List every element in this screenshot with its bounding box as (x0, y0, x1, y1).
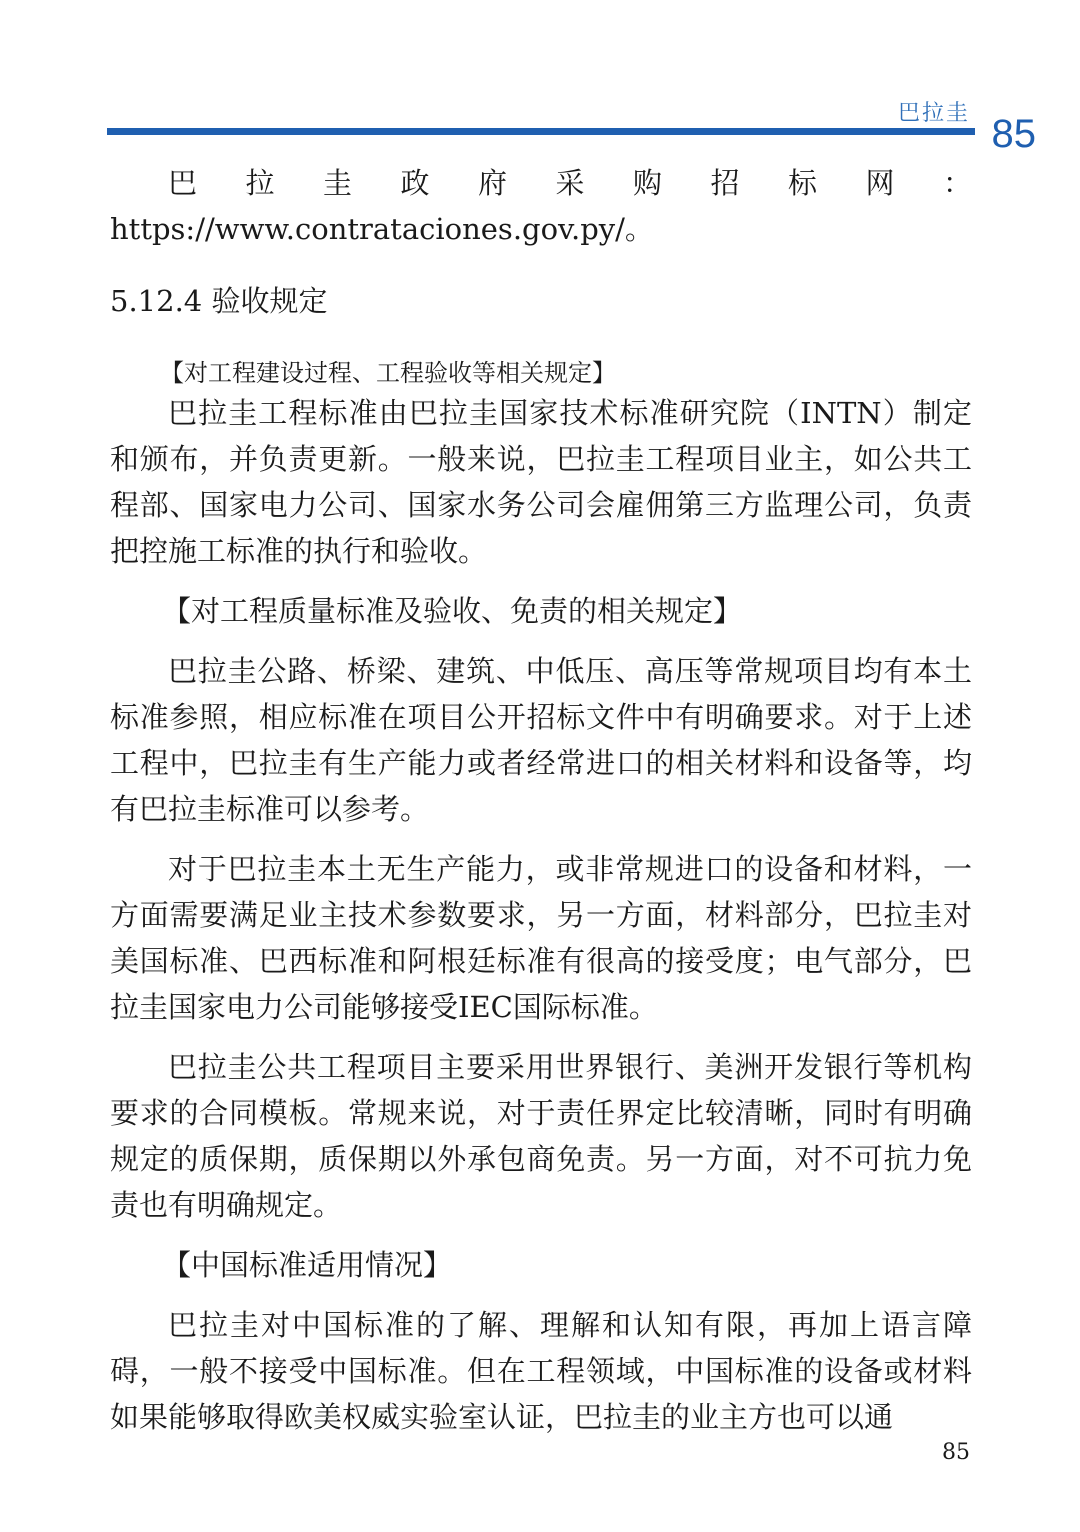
header-rule (107, 128, 975, 135)
paragraph-standards-body: 巴拉圭工程标准由巴拉圭国家技术标准研究院（INTN）制定和颁布，并负责更新。一般来说，巴拉圭工程项目业主，如公共工程部、国家电力公司、国家水务公司会雇佣第三方监理公司，负责把控施工标准的执行和验收。 (110, 396, 972, 568)
paragraph-local-standards: 巴拉圭公路、桥梁、建筑、中低压、高压等常规项目均有本土标准参照，相应标准在项目公开招标文件中有明确要求。对于上述工程中，巴拉圭有生产能力或者经常进口的相关材料和设备等，均有巴拉圭标准可以参考。 (110, 654, 972, 826)
paragraph-chinese-standards: 巴拉圭对中国标准的了解、理解和认知有限，再加上语言障碍，一般不接受中国标准。但在工程领域，中国标准的设备或材料如果能够取得欧美权威实验室认证，巴拉圭的业主方也可以通 (110, 1308, 972, 1434)
page-content (110, 160, 972, 1440)
header-page-number: 85 (991, 112, 1036, 156)
subheading-construction-rules: 【对工程建设过程、工程验收等相关规定】 (160, 359, 616, 387)
subheading-chinese-standards: 【中国标准适用情况】 (162, 1248, 453, 1282)
paragraph-contract-templates: 巴拉圭公共工程项目主要采用世界银行、美洲开发银行等机构要求的合同模板。常规来说，对于责任界定比较清晰，同时有明确规定的质保期，质保期以外承包商免责。另一方面，对不可抗力免责也有明确规定。 (110, 1050, 972, 1222)
running-header-title: 巴拉圭 (897, 101, 970, 126)
procurement-url-line: 巴拉圭政府采购招标网：https://www.contrataciones.gov.py/。 (110, 166, 972, 246)
subheading-quality-acceptance: 【对工程质量标准及验收、免责的相关规定】 (162, 594, 743, 628)
section-heading: 5.12.4 验收规定 (110, 284, 328, 318)
paragraph-foreign-standards: 对于巴拉圭本土无生产能力，或非常规进口的设备和材料，一方面需要满足业主技术参数要求，另一方面，材料部分，巴拉圭对美国标准、巴西标准和阿根廷标准有很高的接受度；电气部分，巴拉圭国家电力公司能够接受IEC国际标准。 (110, 852, 972, 1024)
footer-page-number: 85 (942, 1440, 970, 1465)
